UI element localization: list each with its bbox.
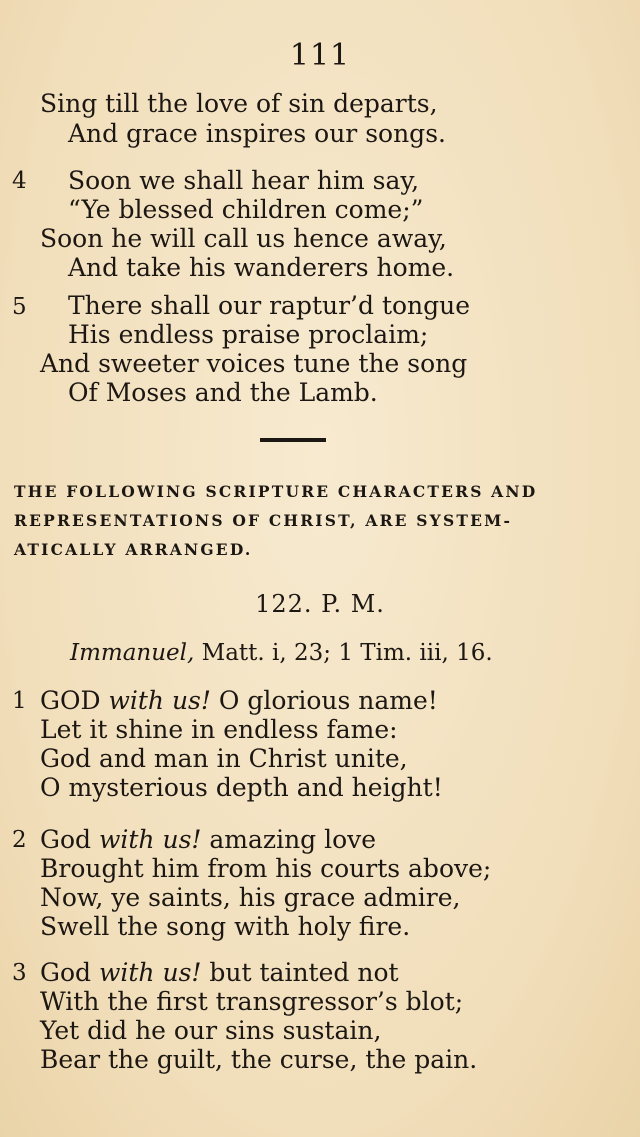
verse-line: Now, ye saints, his grace admire, [40,883,461,912]
subtitle-reference: Matt. i, 23; 1 Tim. iii, 16. [194,640,493,666]
section-heading-line: ATICALLY ARRANGED. [14,540,253,559]
verse-number: 2 [12,827,27,853]
verse-line: Bear the guilt, the curse, the pain. [40,1045,478,1074]
verse-line: And grace inspires our songs. [68,119,446,148]
hymn-title: 122. P. M. [255,590,385,618]
verse-line: There shall our raptur’d tongue [68,291,471,320]
page-number: 111 [289,38,351,73]
verse-line: “Ye blessed children come;” [68,195,424,224]
verse-line: God with us! but tainted not [40,958,399,987]
verse-line: Swell the song with holy fire. [40,912,411,941]
hymn-subtitle [70,640,493,666]
verse-line: Sing till the love of sin departs, [40,89,438,118]
verse-line: With the first transgressor’s blot; [40,987,464,1016]
verse-line: His endless praise proclaim; [68,320,429,349]
verse-line: God with us! amazing love [40,825,377,854]
subtitle-topic: Immanuel, [70,640,195,666]
verse-line: Yet did he our sins sustain, [40,1016,382,1045]
verse-number: 4 [12,168,27,194]
verse-number: 5 [12,294,27,320]
verse-line: GOD with us! O glorious name! [40,686,438,715]
verse-line: Of Moses and the Lamb. [68,378,378,407]
verse-line: And sweeter voices tune the song [40,349,468,378]
section-heading-line: THE FOLLOWING SCRIPTURE CHARACTERS AND [14,482,538,501]
verse-line: O mysterious depth and height! [40,773,443,802]
verse-line: Soon he will call us hence away, [40,224,447,253]
verse-number: 1 [12,688,27,714]
verse-line: And take his wanderers home. [68,253,455,282]
verse-line: Soon we shall hear him say, [68,166,420,195]
verse-line: Let it shine in endless fame: [40,715,398,744]
section-divider [260,438,326,442]
verse-number: 3 [12,960,27,986]
verse-line: God and man in Christ unite, [40,744,408,773]
verse-line: Brought him from his courts above; [40,854,492,883]
section-heading-line: REPRESENTATIONS OF CHRIST, ARE SYSTEM- [14,511,513,530]
